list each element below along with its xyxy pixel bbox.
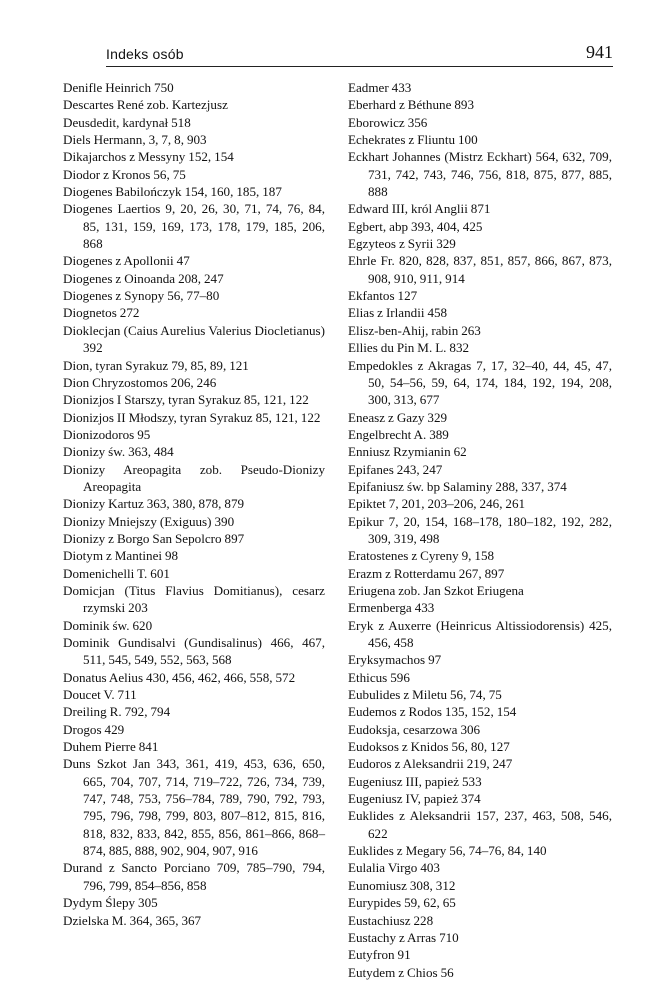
page-number: 941 <box>586 42 613 62</box>
index-entry: Dominik św. 620 <box>63 617 153 633</box>
index-entry: Dzielska M. 364, 365, 367 <box>63 912 202 928</box>
index-entry: Eckhart Johannes (Mistrz Eckhart) 564, 632, 709, 731, 742, 743, 746, 756, 818, 875, 877, 885, 888 <box>348 149 612 200</box>
index-entry: Edward III, król Anglii 871 <box>348 201 491 217</box>
index-entry: Dion, tyran Syrakuz 79, 85, 89, 121 <box>63 357 249 373</box>
index-entry: Durand z Sancto Porciano 709, 785–790, 794, 796, 799, 854–856, 858 <box>63 860 325 893</box>
index-entry: Duhem Pierre 841 <box>63 739 159 755</box>
index-entry: Ellies du Pin M. L. 832 <box>348 340 470 356</box>
index-entry: Diogenes Laertios 9, 20, 26, 30, 71, 74, 76, 84, 85, 131, 159, 169, 173, 178, 179, 185, 206, 868 <box>63 201 325 252</box>
index-entry: Engelbrecht A. 389 <box>348 426 449 442</box>
index-entry: Egbert, abp 393, 404, 425 <box>348 218 483 234</box>
index-entry: Denifle Heinrich 750 <box>63 80 174 95</box>
index-entry: Dioklecjan (Caius Aurelius Valerius Diocletianus) 392 <box>63 322 325 356</box>
index-entry: Eberhard z Béthune 893 <box>348 97 474 113</box>
index-entry: Eborowicz 356 <box>348 114 428 130</box>
index-entry: Dionizy Mniejszy (Exiguus) 390 <box>63 513 235 529</box>
index-entry: Eratostenes z Cyreny 9, 158 <box>348 548 495 564</box>
index-entry: Diognetos 272 <box>63 305 140 321</box>
index-column-left <box>63 79 325 929</box>
index-entry: Dion Chryzostomos 206, 246 <box>63 374 217 390</box>
index-entry: Eadmer 433 <box>348 80 412 95</box>
index-entry: Domenichelli T. 601 <box>63 565 170 581</box>
index-entry: Dominik Gundisalvi (Gundisalinus) 466, 467, 511, 545, 549, 552, 563, 568 <box>63 635 325 668</box>
index-entry: Diogenes z Apollonii 47 <box>63 253 190 269</box>
index-entry: Enniusz Rzymianin 62 <box>348 444 467 460</box>
index-entry: Elias z Irlandii 458 <box>348 305 448 321</box>
index-entry: Epiktet 7, 201, 203–206, 246, 261 <box>348 496 526 512</box>
index-entry: Euklides z Aleksandrii 157, 237, 463, 508, 546, 622 <box>348 808 612 841</box>
index-entry: Eudoksos z Knidos 56, 80, 127 <box>348 739 510 755</box>
index-entry: Eneasz z Gazy 329 <box>348 409 448 425</box>
index-entry: Eutyfron 91 <box>348 947 411 963</box>
index-entry: Euklides z Megary 56, 74–76, 84, 140 <box>348 843 547 859</box>
index-entry: Erazm z Rotterdamu 267, 897 <box>348 565 505 581</box>
index-entry: Dionizodoros 95 <box>63 426 151 442</box>
index-entry: Dreiling R. 792, 794 <box>63 704 171 720</box>
index-entry: Descartes René zob. Kartezjusz <box>63 97 228 113</box>
index-entry: Donatus Aelius 430, 456, 462, 466, 558, 572 <box>63 669 296 685</box>
index-entry: Ehrle Fr. 820, 828, 837, 851, 857, 866, 867, 873, 908, 910, 911, 914 <box>348 253 612 286</box>
index-entry: Epifanes 243, 247 <box>348 461 443 477</box>
index-entry: Dionizy z Borgo San Sepolcro 897 <box>63 530 245 546</box>
index-entry: Eurypides 59, 62, 65 <box>348 895 456 911</box>
index-entry: Epifaniusz św. bp Salaminy 288, 337, 374 <box>348 478 567 494</box>
index-entry: Eubulides z Miletu 56, 74, 75 <box>348 687 502 703</box>
index-entry: Dydym Ślepy 305 <box>63 895 158 911</box>
index-entry: Diogenes z Oinoanda 208, 247 <box>63 270 224 286</box>
index-entry: Egzyteos z Syrii 329 <box>348 236 456 252</box>
index-entry: Ethicus 596 <box>348 669 410 685</box>
index-entry: Diels Hermann, 3, 7, 8, 903 <box>63 132 207 148</box>
index-entry: Empedokles z Akragas 7, 17, 32–40, 44, 45, 47, 50, 54–56, 59, 64, 174, 184, 192, 194, 208, 300, 313, 677 <box>348 357 612 408</box>
index-entry: Drogos 429 <box>63 721 125 737</box>
index-entry: Dionizy Areopagita zob. Pseudo-Dionizy Areopagita <box>63 461 325 494</box>
index-entry: Eudoksja, cesarzowa 306 <box>348 721 481 737</box>
index-entry: Eudoros z Aleksandrii 219, 247 <box>348 756 513 772</box>
index-entry: Eunomiusz 308, 312 <box>348 877 456 893</box>
page-header <box>106 44 613 67</box>
index-entry: Eudemos z Rodos 135, 152, 154 <box>348 704 517 720</box>
index-entry: Eustachiusz 228 <box>348 912 434 928</box>
index-entry: Ermenberga 433 <box>348 600 435 616</box>
index-entry: Eustachy z Arras 710 <box>348 929 459 945</box>
index-entry: Echekrates z Fliuntu 100 <box>348 132 478 148</box>
index-entry: Diogenes Babilończyk 154, 160, 185, 187 <box>63 184 282 200</box>
index-entry: Eriugena zob. Jan Szkot Eriugena <box>348 582 524 598</box>
index-entry: Dionizjos II Młodszy, tyran Syrakuz 85, 121, 122 <box>63 409 321 425</box>
index-column-right <box>348 79 612 981</box>
index-entry: Epikur 7, 20, 154, 168–178, 180–182, 192, 282, 309, 319, 498 <box>348 513 612 546</box>
index-entry: Diogenes z Synopy 56, 77–80 <box>63 288 220 304</box>
index-entry: Eryksymachos 97 <box>348 652 442 668</box>
index-entry: Eugeniusz III, papież 533 <box>348 773 482 789</box>
index-entry: Deusdedit, kardynał 518 <box>63 114 191 130</box>
index-entry: Eulalia Virgo 403 <box>348 860 440 876</box>
index-entry: Domicjan (Titus Flavius Domitianus), cesarz rzymski 203 <box>63 582 325 616</box>
index-entry: Eugeniusz IV, papież 374 <box>348 791 481 807</box>
index-entry: Eryk z Auxerre (Heinricus Altissiodorensis) 425, 456, 458 <box>348 617 612 650</box>
index-entry: Diotym z Mantinei 98 <box>63 548 179 564</box>
index-entry: Elisz-ben-Ahij, rabin 263 <box>348 322 481 338</box>
index-entry: Dikajarchos z Messyny 152, 154 <box>63 149 234 165</box>
index-entry: Duns Szkot Jan 343, 361, 419, 453, 636, 650, 665, 704, 707, 714, 719–722, 726, 734, 739, 747, 748, 753, 756–784, 789, 790, 792, 793, 795, 796, 798, 799, 803, 807–812, 815, 816, 818, 832, 833, 842, 855, 856, 861–866, 868–874, 885, 888, 902, 904, 907, 916 <box>63 756 325 859</box>
index-entry: Doucet V. 711 <box>63 687 137 703</box>
index-entry: Ekfantos 127 <box>348 288 418 304</box>
index-entry: Diodor z Kronos 56, 75 <box>63 166 186 182</box>
index-entry: Dionizjos I Starszy, tyran Syrakuz 85, 121, 122 <box>63 392 309 408</box>
running-title: Indeks osób <box>106 46 184 62</box>
index-entry: Dionizy św. 363, 484 <box>63 444 174 460</box>
index-entry: Dionizy Kartuz 363, 380, 878, 879 <box>63 496 245 512</box>
index-entry: Eutydem z Chios 56 <box>348 964 454 980</box>
